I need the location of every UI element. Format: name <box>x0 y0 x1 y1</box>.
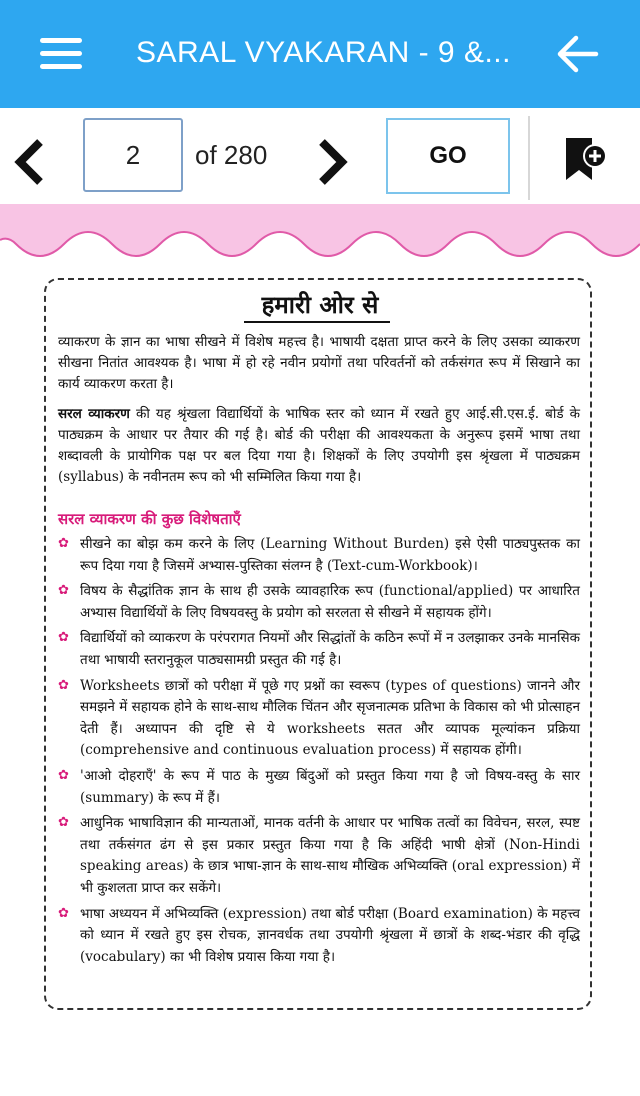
features-list <box>58 534 580 972</box>
list-item: ✿ भाषा अध्ययन में अभिव्यक्ति (expression) तथा बोर्ड परीक्षा (Board examination) के महत्त्व को ध्यान में रखते हुए इस रोचक, ज्ञानवर्धक तथा उपयोगी श्रृंखला में छात्रों के शब्द-भंडार की वृद्धि (vocabulary) का भी विशेष प्रयास किया गया है। <box>58 905 580 965</box>
go-button[interactable]: GO <box>386 118 510 194</box>
intro-paragraph: व्याकरण के ज्ञान का भाषा सीखने में विशेष महत्त्व है। भाषायी दक्षता प्राप्त करने के लिए उसका व्याकरण सीखना नितांत आवश्यक है। भाषा में हो रहे नवीन प्रयोगों तथा परिवर्तनों को तर्कसंगत रूप में सिखाने का कार्य व्याकरण करता है। <box>58 334 580 392</box>
list-item: ✿ विद्यार्थियों को व्याकरण के परंपरागत नियमों और सिद्धांतों के कठिन रूपों में न उलझाकर उनके मानसिक तथा भाषायी स्तरानुकूल पाठ्यसामग्री प्रस्तुत की गई है। <box>58 630 580 668</box>
flower-icon: ✿ <box>58 536 69 551</box>
features-heading: सरल व्याकरण की कुछ विशेषताएँ <box>58 510 241 528</box>
page-number-input[interactable]: 2 <box>83 118 183 192</box>
toolbar-divider <box>528 116 530 200</box>
arrow-left-icon <box>556 34 600 74</box>
chevron-right-icon <box>312 136 352 188</box>
decorative-wave-border <box>0 204 640 268</box>
flower-icon: ✿ <box>58 583 69 599</box>
back-button[interactable] <box>556 34 600 74</box>
flower-icon: ✿ <box>58 905 69 921</box>
app-title: SARAL VYAKARAN - 9 &... <box>136 36 511 69</box>
series-paragraph <box>58 404 580 488</box>
add-bookmark-button[interactable] <box>562 134 610 186</box>
list-item: ✿ आधुनिक भाषाविज्ञान की मान्यताओं, मानक वर्तनी के आधार पर भाषिक तत्वों का विवेचन, सरल, स्पष्ट तथा तर्कसंगत ढंग से इस प्रकार प्रस्तुत किया गया है कि अहिंदी भाषी क्षेत्रों (Non-Hindi speaking areas) के छात्र भाषा-ज्ञान के साथ-साथ मौखिक अभिव्यक्ति (oral expression) में भी कुशलता प्राप्त कर सकेंगे। <box>58 815 580 896</box>
menu-icon <box>40 38 82 69</box>
next-page-button[interactable] <box>312 136 352 188</box>
list-item: ✿ 'आओ दोहराएँ' के रूप में पाठ के मुख्य बिंदुओं को प्रस्तुत किया गया है जो विषय-वस्तु के सार (summary) के रूप में हैं। <box>58 767 580 806</box>
document-page[interactable] <box>0 204 640 1096</box>
flower-icon: ✿ <box>58 815 69 831</box>
menu-button[interactable] <box>40 38 82 70</box>
page-title: हमारी ओर से <box>261 290 379 319</box>
chevron-left-icon <box>10 136 50 188</box>
app-bar <box>0 0 640 108</box>
title-underline <box>244 321 390 323</box>
list-item: ✿ Worksheets छात्रों को परीक्षा में पूछे गए प्रश्नों का स्वरूप (types of questions) जानने और समझने में सहायक होने के साथ-साथ मौलिक चिंतन और सृजनात्मक प्रतिभा के विकास को भी प्रोत्साहन देती हैं। अध्यापन की दृष्टि से ये worksheets सतत और व्यापक मूल्यांकन प्रक्रिया (comprehensive and continuous evaluation process) में सहायक होंगी। <box>58 677 580 759</box>
page-total-label: of 280 <box>195 140 268 170</box>
page-navigator <box>0 108 640 204</box>
bookmark-add-icon <box>562 134 610 186</box>
series-name: सरल व्याकरण <box>58 406 130 422</box>
flower-icon: ✿ <box>58 767 69 783</box>
flower-icon: ✿ <box>58 677 69 693</box>
previous-page-button[interactable] <box>10 136 50 188</box>
list-item: ✿ सीखने का बोझ कम करने के लिए (Learning Without Burden) इसे ऐसी पाठ्यपुस्तक का रूप दिया गया है जिसमें अभ्यास-पुस्तिका संलग्न है (Text-cum-Workbook)। <box>58 536 580 574</box>
flower-icon: ✿ <box>58 630 69 646</box>
list-item: ✿ विषय के सैद्धांतिक ज्ञान के साथ ही उसके व्यावहारिक रूप (functional/applied) पर आधारित अभ्यास विद्यार्थियों के लिए विषयवस्तु के प्रयोग को सरलता से सीखने में सहायक होंगे। <box>58 583 580 621</box>
series-paragraph-text: की यह श्रृंखला विद्यार्थियों के भाषिक स्तर को ध्यान में रखते हुए आई.सी.एस.ई. बोर्ड के पाठ्यक्रम के आधार पर तैयार की गई है। बोर्ड की परीक्षा की आवश्यकता के अनुरूप इसमें भाषा तथा शब्दावली के प्रायोगिक पक्ष पर बल दिया गया है। शिक्षकों के लिए उपयोगी इस श्रृंखला में पाठ्यक्रम (syllabus) के नवीनतम रूप को भी सम्मिलित किया गया है। <box>58 406 580 485</box>
